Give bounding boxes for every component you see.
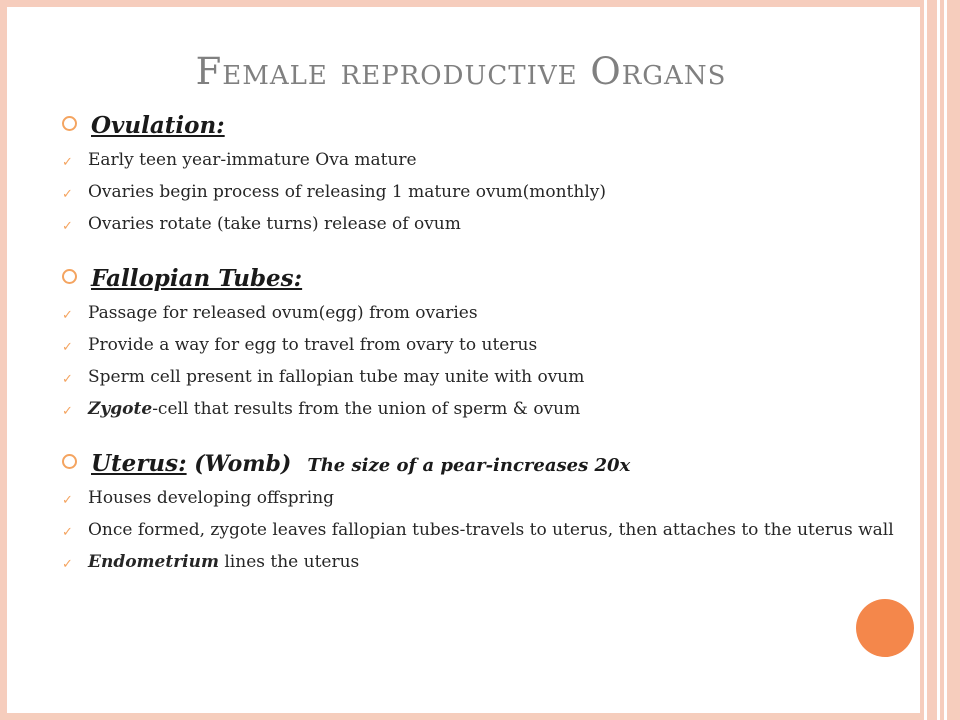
slide-title: Female reproductive Organs	[195, 50, 727, 93]
checkmark-icon: ✓	[62, 557, 73, 572]
checkmark-icon: ✓	[62, 155, 73, 170]
list-item: ✓ Early teen year-immature Ova mature	[62, 150, 902, 171]
list-item: ✓ Ovaries rotate (take turns) release of ovum	[62, 214, 902, 235]
checkmark-icon: ✓	[62, 372, 73, 387]
section-heading-extra: The size of a pear-increases 20x	[307, 455, 631, 476]
slide-content	[62, 112, 902, 603]
list-item: ✓ Ovaries begin process of releasing 1 mature ovum(monthly)	[62, 182, 902, 203]
term-endometrium: Endometrium	[88, 552, 219, 572]
list-item: ✓ Provide a way for egg to travel from ovary to uterus	[62, 335, 902, 356]
list-item: ✓ Sperm cell present in fallopian tube may unite with ovum	[62, 367, 902, 388]
section-heading: Ovulation:	[91, 112, 225, 139]
checkmark-icon: ✓	[62, 219, 73, 234]
checkmark-icon: ✓	[62, 187, 73, 202]
section-heading: Fallopian Tubes:	[91, 265, 303, 292]
list-item: ✓ Passage for released ovum(egg) from ovaries	[62, 303, 902, 324]
section-ovulation	[62, 112, 902, 235]
section-uterus	[62, 450, 902, 573]
checkmark-icon: ✓	[62, 525, 73, 540]
checkmark-icon: ✓	[62, 493, 73, 508]
checkmark-icon: ✓	[62, 340, 73, 355]
term-zygote: Zygote	[88, 399, 153, 419]
list-item: ✓ Zygote-cell that results from the union of sperm & ovum	[62, 399, 902, 420]
section-heading-note: (Womb)	[186, 451, 292, 477]
list-item: ✓ Endometrium lines the uterus	[62, 552, 902, 573]
checkmark-icon: ✓	[62, 404, 73, 419]
section-fallopian-tubes	[62, 265, 902, 420]
list-item: ✓ Houses developing offspring	[62, 488, 902, 509]
circle-bullet-icon	[62, 116, 77, 131]
section-heading: Uterus:	[91, 450, 187, 477]
checkmark-icon: ✓	[62, 308, 73, 323]
decorative-circle	[856, 599, 914, 657]
list-item: ✓ Once formed, zygote leaves fallopian tubes-travels to uterus, then attaches to the uterus wall	[62, 520, 902, 541]
decorative-stripes	[920, 0, 960, 720]
circle-bullet-icon	[62, 454, 77, 469]
circle-bullet-icon	[62, 269, 77, 284]
